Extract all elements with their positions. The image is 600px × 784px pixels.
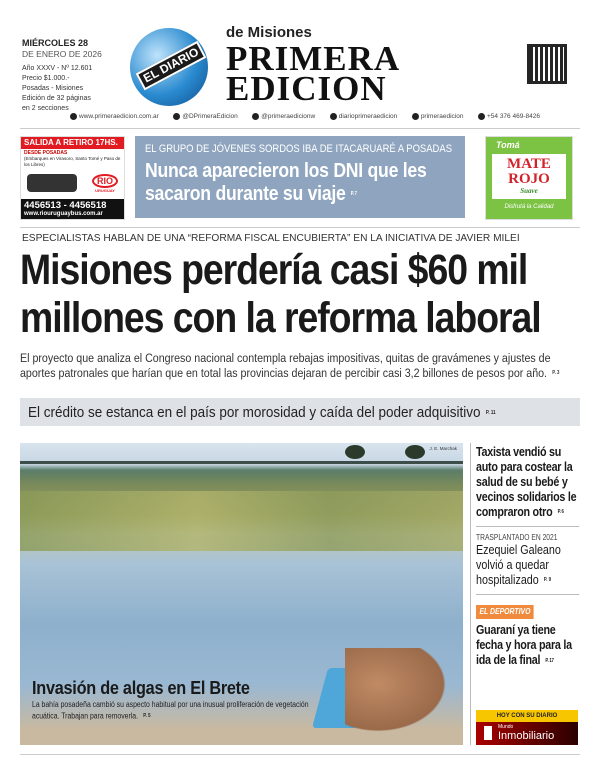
ad-title: SALIDA A RETIRO 17HS. bbox=[21, 137, 124, 149]
facebook-link[interactable]: @primeraedicionw bbox=[252, 112, 315, 121]
ad-mundo-inmobiliario[interactable]: HOY CON SU DIARIO Mundo Inmobiliario bbox=[476, 710, 578, 745]
divider bbox=[20, 754, 580, 755]
side-story-2[interactable]: Ezequiel Galeano volvió a quedar hospitalizado P. 9 bbox=[476, 543, 561, 588]
whatsapp-icon bbox=[478, 113, 485, 120]
section-count: en 2 secciones bbox=[22, 105, 69, 112]
logo-sub: de Misiones bbox=[226, 24, 312, 41]
logo-title: PRIMERA EDICION bbox=[226, 39, 401, 108]
photo-story[interactable] bbox=[20, 443, 463, 745]
photo-title: Invasión de algas en El Brete bbox=[32, 677, 250, 698]
side-stories[interactable] bbox=[476, 445, 579, 669]
side-story-2-kicker: TRASPLANTADO EN 2021 bbox=[476, 533, 558, 543]
main-kicker: ESPECIALISTAS HABLAN DE UNA “REFORMA FISCAL ENCUBIERTA” EN LA INICIATIVA DE JAVIER MILEI bbox=[22, 232, 520, 244]
page-count: Edición de 32 páginas bbox=[22, 95, 91, 102]
bus-image bbox=[27, 174, 77, 192]
photo-desc: La bahía posadeña cambió su aspecto habitual por una inusual proliferación de vegetación acuática. Trabajan para removerla. P. 5 bbox=[32, 700, 309, 720]
ad-contact: 4456513 - 4456518 www.riouruguaybus.com.ar bbox=[21, 199, 124, 219]
side-story-1[interactable]: Taxista vendió su auto para costear la salud de su bebé y vecinos solidarios le compraron otro P. 6 bbox=[476, 445, 577, 519]
pier bbox=[20, 461, 463, 464]
ad-from: DESDE POSADAS bbox=[24, 150, 68, 156]
side-story-3[interactable]: Guaraní ya tiene fecha y hora para la ida de la final P. 17 bbox=[476, 623, 572, 668]
main-lead: El proyecto que analiza el Congreso nacional contempla rebajas impositivas, quitas de gravámenes y ajustes de aportes patronales que harían que en total las provincias dejaran de percibir casi 3,2 billones de pesos por año. P. 3 bbox=[20, 351, 560, 380]
issue-number: Año XXXV - Nº 12.601 bbox=[22, 65, 93, 72]
date: DE ENERO DE 2026 bbox=[22, 49, 102, 59]
x-icon bbox=[173, 113, 180, 120]
main-headline[interactable]: Misiones perdería casi $60 mil millones con la reforma laboral bbox=[20, 246, 541, 342]
youtube-link[interactable]: primeraedicion bbox=[412, 112, 464, 121]
newspaper-logo[interactable] bbox=[130, 22, 460, 108]
photo-credit: J. E. Marchak bbox=[429, 446, 457, 451]
divider bbox=[20, 227, 580, 228]
ad-stops: (Embarques en Virasoro, Santo Tomé y Paso de los Libres) bbox=[24, 156, 121, 167]
instagram-icon bbox=[330, 113, 337, 120]
web-link[interactable]: www.primeraedicion.com.ar bbox=[70, 112, 159, 121]
edition-info bbox=[22, 38, 102, 114]
sunbather bbox=[345, 648, 455, 738]
ad-brand: RIO URUGUAY bbox=[92, 174, 118, 193]
logo-badge: EL DIARIO bbox=[136, 41, 207, 91]
youtube-icon bbox=[412, 113, 419, 120]
door-icon bbox=[484, 726, 492, 740]
secondary-story[interactable]: El crédito se estanca en el país por morosidad y caída del poder adquisitivo P. 11 bbox=[20, 398, 580, 426]
divider bbox=[20, 128, 580, 129]
instagram-link[interactable]: diarioprimeraedicion bbox=[330, 112, 398, 121]
ad-mate-rojo[interactable]: Tomá MATE ROJO Suave Disfrutá la Calidad bbox=[485, 136, 573, 220]
ad-rio-uruguay[interactable] bbox=[20, 136, 125, 220]
social-links bbox=[70, 112, 540, 121]
whatsapp-link[interactable]: +54 376 469-8426 bbox=[478, 112, 540, 121]
x-link[interactable]: @DPrimeraEdicion bbox=[173, 112, 237, 121]
top-story[interactable] bbox=[135, 136, 465, 218]
facebook-icon bbox=[252, 113, 259, 120]
section-label: EL DEPORTIVO bbox=[476, 605, 534, 619]
qr-code[interactable] bbox=[527, 44, 567, 84]
globe-icon bbox=[70, 113, 77, 120]
price: Precio $1.000.- bbox=[22, 75, 70, 82]
date-day: MIÉRCOLES 28 bbox=[22, 38, 89, 48]
place: Posadas - Misiones bbox=[22, 85, 84, 92]
ad-brand-sub: URUGUAY bbox=[95, 187, 115, 193]
top-story-headline: Nunca aparecieron los DNI que les sacaron durante su viaje P. 7 bbox=[145, 159, 427, 205]
top-story-kicker: EL GRUPO DE JÓVENES SORDOS IBA DE ITACARUARÉ A POSADAS bbox=[145, 143, 453, 155]
